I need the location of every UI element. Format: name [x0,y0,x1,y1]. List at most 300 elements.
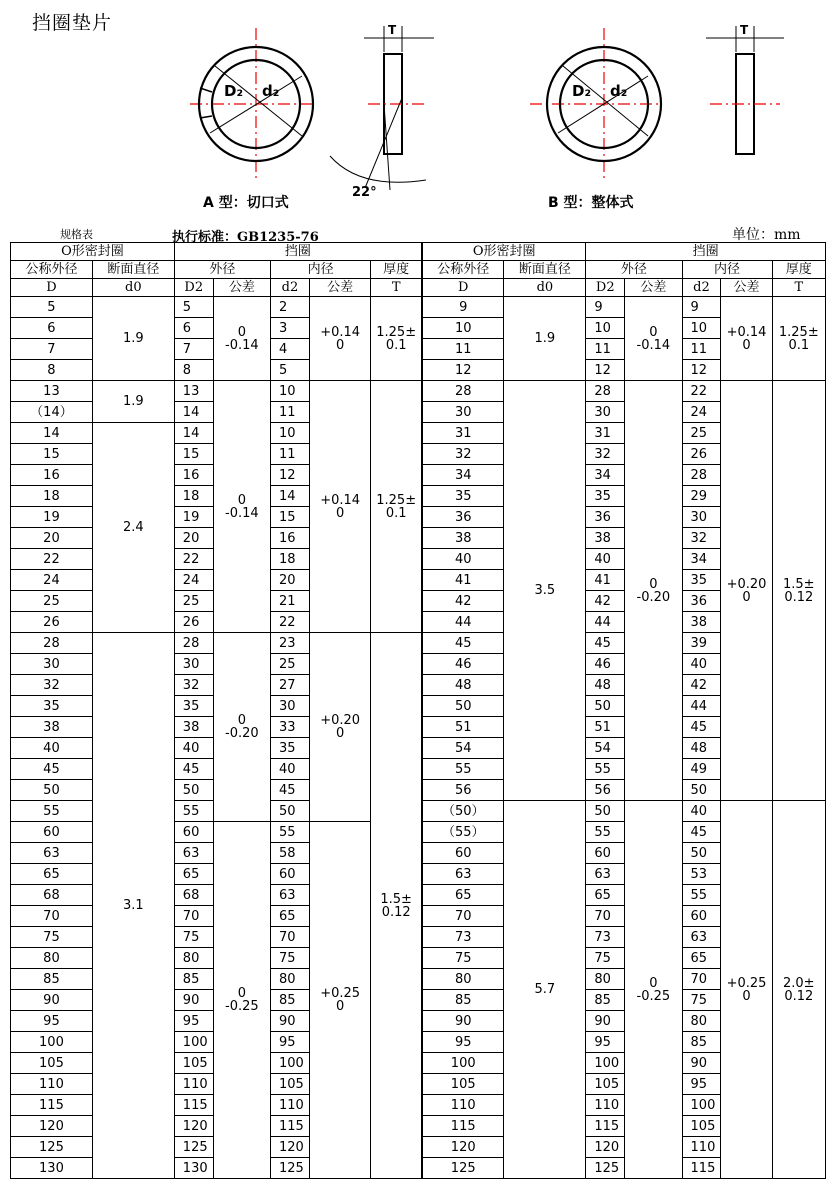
table-cell: 18 [11,486,93,507]
table-row [11,633,826,654]
header-inner-dia: 内径 [271,261,371,279]
table-cell: 11 [586,339,625,360]
table-cell: 115 [586,1116,625,1137]
table-cell: 50 [11,780,93,801]
table-cell: 6 [174,318,213,339]
table-cell: 45 [11,759,93,780]
table-cell: 100 [174,1032,213,1053]
label-D2: D₂ [224,82,244,100]
table-cell: 44 [682,696,721,717]
table-cell: 85 [422,990,504,1011]
table-cell: 80 [11,948,93,969]
table-cell: 70 [422,906,504,927]
table-cell: 68 [11,885,93,906]
table-cell: 50 [422,696,504,717]
table-cell: 90 [422,1011,504,1032]
merged-cell: 0 -0.14 [625,297,682,381]
label-D2-b: D₂ [572,82,592,100]
table-cell: 58 [271,843,310,864]
table-cell: 7 [11,339,93,360]
table-cell: 90 [586,1011,625,1032]
table-cell: 31 [586,423,625,444]
table-cell: 9 [422,297,504,318]
sym-d0: d0 [92,279,174,297]
table-cell: （55） [422,822,504,843]
table-cell: 25 [682,423,721,444]
header-thickness-2: 厚度 [772,261,825,279]
table-cell: 41 [422,570,504,591]
table-cell: 38 [422,528,504,549]
table-cell: 105 [11,1053,93,1074]
table-cell: 5 [11,297,93,318]
header-oring: O形密封圈 [11,243,175,261]
merged-cell: 1.9 [504,297,586,381]
table-cell: 73 [586,927,625,948]
table-cell: 125 [11,1137,93,1158]
table-cell: 73 [422,927,504,948]
table-cell: 26 [11,612,93,633]
table-cell: 26 [682,444,721,465]
table-cell: 110 [271,1095,310,1116]
table-cell: 80 [271,969,310,990]
table-cell: 95 [174,1011,213,1032]
table-cell: 95 [271,1032,310,1053]
table-cell: 70 [586,906,625,927]
table-cell: 56 [422,780,504,801]
table-cell: 110 [682,1137,721,1158]
table-cell: 24 [682,402,721,423]
table-cell: 44 [422,612,504,633]
table-cell: 100 [682,1095,721,1116]
merged-cell: +0.20 0 [721,381,772,801]
table-cell: 40 [11,738,93,759]
table-cell: （50） [422,801,504,822]
caption-type-a: A 型：切口式 [203,195,289,211]
table-cell: 115 [271,1116,310,1137]
merged-cell: 0 -0.14 [213,381,270,633]
table-cell: 14 [11,423,93,444]
table-cell: 11 [271,444,310,465]
table-cell: 105 [174,1053,213,1074]
merged-cell: +0.14 0 [309,297,370,381]
table-cell: 53 [682,864,721,885]
table-cell: 75 [682,990,721,1011]
table-cell: 65 [11,864,93,885]
table-cell: 80 [586,969,625,990]
table-cell: 28 [586,381,625,402]
table-cell: 30 [422,402,504,423]
table-cell: 115 [422,1116,504,1137]
table-cell: 85 [682,1032,721,1053]
sym-tol-od-2: 公差 [625,279,682,297]
table-cell: 65 [682,948,721,969]
merged-cell: +0.25 0 [721,801,772,1179]
table-cell: 20 [174,528,213,549]
table-cell: 55 [271,822,310,843]
header-section-dia: 断面直径 [92,261,174,279]
table-cell: 60 [586,843,625,864]
table-cell: 20 [11,528,93,549]
merged-cell: +0.14 0 [309,381,370,633]
table-cell: 85 [11,969,93,990]
table-cell: 24 [11,570,93,591]
table-cell: 5 [174,297,213,318]
table-cell: 25 [11,591,93,612]
header-nominal-od-2: 公称外径 [422,261,504,279]
table-cell: 55 [422,759,504,780]
table-cell: 39 [682,633,721,654]
table-cell: 23 [271,633,310,654]
table-cell: 110 [586,1095,625,1116]
table-cell: 70 [174,906,213,927]
unit-label: 单位：mm [732,227,801,243]
table-row [11,297,826,318]
merged-cell: 1.5± 0.12 [772,381,825,801]
table-cell: 21 [271,591,310,612]
table-cell: 125 [271,1158,310,1179]
table-cell: 15 [11,444,93,465]
merged-cell: 0 -0.20 [625,381,682,801]
sym-tol-id-2: 公差 [721,279,772,297]
table-cell: 50 [271,801,310,822]
table-cell: 11 [271,402,310,423]
sym-tol-id: 公差 [309,279,370,297]
table-cell: 54 [422,738,504,759]
table-cell: （14） [11,402,93,423]
table-cell: 5 [271,360,310,381]
table-cell: 22 [682,381,721,402]
table-cell: 40 [422,549,504,570]
table-cell: 35 [11,696,93,717]
sym-tol-od: 公差 [213,279,270,297]
header-row-2 [11,261,826,279]
table-cell: 60 [682,906,721,927]
table-cell: 30 [174,654,213,675]
table-cell: 38 [586,528,625,549]
table-cell: 4 [271,339,310,360]
table-cell: 120 [271,1137,310,1158]
table-cell: 32 [682,528,721,549]
table-cell: 32 [586,444,625,465]
spec-table [10,242,826,1179]
merged-cell: 2.0± 0.12 [772,801,825,1179]
table-cell: 30 [586,402,625,423]
table-cell: 30 [11,654,93,675]
table-cell: 8 [174,360,213,381]
spec-table-caption: 规格表 [60,228,93,241]
header-outer-dia-2: 外径 [586,261,682,279]
header-ring-2: 挡圈 [586,243,826,261]
table-cell: 24 [174,570,213,591]
table-cell: 36 [682,591,721,612]
table-cell: 110 [11,1074,93,1095]
table-cell: 40 [174,738,213,759]
table-cell: 27 [271,675,310,696]
merged-cell: 0 -0.14 [213,297,270,381]
table-cell: 100 [586,1053,625,1074]
type-b-drawing [530,18,810,188]
merged-cell: +0.25 0 [309,822,370,1179]
caption-type-b: B 型：整体式 [548,195,634,211]
table-cell: 3 [271,318,310,339]
table-cell: 16 [11,465,93,486]
table-cell: 45 [271,780,310,801]
table-cell: 80 [422,969,504,990]
table-cell: 105 [271,1074,310,1095]
table-row [11,381,826,402]
table-cell: 28 [11,633,93,654]
table-cell: 12 [682,360,721,381]
table-cell: 65 [271,906,310,927]
table-cell: 85 [271,990,310,1011]
table-cell: 63 [682,927,721,948]
table-cell: 12 [422,360,504,381]
header-row-1 [11,243,826,261]
table-cell: 100 [422,1053,504,1074]
table-cell: 40 [682,801,721,822]
table-cell: 105 [586,1074,625,1095]
merged-cell: 1.5± 0.12 [371,633,422,1179]
merged-cell: 3.5 [504,381,586,801]
merged-cell: 1.25± 0.1 [371,297,422,381]
table-cell: 48 [586,675,625,696]
sym-d2: d2 [271,279,310,297]
table-cell: 35 [682,570,721,591]
label-d2-b: d₂ [610,82,628,100]
table-cell: 55 [682,885,721,906]
table-cell: 63 [271,885,310,906]
table-cell: 130 [174,1158,213,1179]
table-cell: 6 [11,318,93,339]
label-T-b: T [740,23,749,37]
table-cell: 95 [422,1032,504,1053]
table-cell: 55 [11,801,93,822]
sym-D2-2: D2 [586,279,625,297]
table-cell: 75 [586,948,625,969]
table-cell: 85 [174,969,213,990]
table-cell: 125 [174,1137,213,1158]
table-cell: 80 [682,1011,721,1032]
sym-D: D [11,279,93,297]
table-cell: 36 [422,507,504,528]
merged-cell: 0 -0.25 [625,801,682,1179]
table-cell: 15 [174,444,213,465]
merged-cell: 3.1 [92,633,174,1179]
merged-cell: 1.25± 0.1 [772,297,825,381]
table-cell: 65 [422,885,504,906]
table-cell: 7 [174,339,213,360]
table-cell: 125 [422,1158,504,1179]
table-cell: 45 [682,822,721,843]
table-cell: 10 [422,318,504,339]
table-cell: 20 [271,570,310,591]
table-cell: 68 [174,885,213,906]
table-cell: 14 [174,402,213,423]
table-cell: 49 [682,759,721,780]
merged-cell: 1.9 [92,297,174,381]
table-cell: 60 [422,843,504,864]
table-cell: 35 [174,696,213,717]
table-cell: 115 [11,1095,93,1116]
merged-cell: 0 -0.20 [213,633,270,822]
table-cell: 18 [271,549,310,570]
table-cell: 95 [682,1074,721,1095]
standard-label: 执行标准：GB1235-76 [172,230,319,245]
table-cell: 25 [271,654,310,675]
table-cell: 50 [586,801,625,822]
table-cell: 50 [682,843,721,864]
table-cell: 14 [174,423,213,444]
merged-cell: 0 -0.25 [213,822,270,1179]
table-cell: 50 [682,780,721,801]
table-cell: 10 [271,423,310,444]
table-cell: 32 [422,444,504,465]
table-cell: 105 [422,1074,504,1095]
table-cell: 70 [682,969,721,990]
sym-T: T [371,279,422,297]
table-cell: 42 [682,675,721,696]
table-cell: 9 [586,297,625,318]
table-cell: 34 [586,465,625,486]
table-cell: 32 [11,675,93,696]
table-cell: 70 [271,927,310,948]
table-cell: 19 [174,507,213,528]
table-cell: 10 [271,381,310,402]
table-cell: 105 [682,1116,721,1137]
table-cell: 31 [422,423,504,444]
table-cell: 60 [11,822,93,843]
table-cell: 35 [586,486,625,507]
table-cell: 34 [682,549,721,570]
table-cell: 48 [682,738,721,759]
table-cell: 55 [586,759,625,780]
table-cell: 45 [586,633,625,654]
table-cell: 125 [586,1158,625,1179]
table-cell: 38 [174,717,213,738]
table-cell: 85 [586,990,625,1011]
sym-T-2: T [772,279,825,297]
table-cell: 10 [682,318,721,339]
table-cell: 120 [422,1137,504,1158]
merged-cell: 5.7 [504,801,586,1179]
table-cell: 16 [174,465,213,486]
table-cell: 19 [11,507,93,528]
sym-D-2: D [422,279,504,297]
table-cell: 30 [682,507,721,528]
table-cell: 120 [174,1116,213,1137]
table-cell: 13 [11,381,93,402]
table-cell: 22 [271,612,310,633]
table-cell: 11 [682,339,721,360]
table-cell: 110 [422,1095,504,1116]
table-cell: 60 [174,822,213,843]
merged-cell: 1.25± 0.1 [371,381,422,633]
table-cell: 46 [586,654,625,675]
table-cell: 22 [174,549,213,570]
table-cell: 42 [422,591,504,612]
table-cell: 16 [271,528,310,549]
table-cell: 90 [682,1053,721,1074]
table-cell: 26 [174,612,213,633]
table-cell: 65 [586,885,625,906]
header-row-3 [11,279,826,297]
table-cell: 90 [174,990,213,1011]
table-cell: 80 [174,948,213,969]
header-oring-2: O形密封圈 [422,243,586,261]
merged-cell: +0.14 0 [721,297,772,381]
sym-D2: D2 [174,279,213,297]
table-cell: 2 [271,297,310,318]
table-cell: 55 [586,822,625,843]
table-cell: 13 [174,381,213,402]
table-cell: 63 [422,864,504,885]
table-cell: 10 [586,318,625,339]
table-cell: 28 [422,381,504,402]
table-cell: 50 [174,780,213,801]
table-cell: 22 [11,549,93,570]
table-cell: 45 [174,759,213,780]
header-inner-dia-2: 内径 [682,261,772,279]
table-cell: 44 [586,612,625,633]
table-cell: 75 [422,948,504,969]
header-section-dia-2: 断面直径 [504,261,586,279]
table-cell: 40 [682,654,721,675]
table-cell: 100 [11,1032,93,1053]
table-cell: 48 [422,675,504,696]
table-cell: 40 [271,759,310,780]
sym-d0-2: d0 [504,279,586,297]
table-cell: 30 [271,696,310,717]
table-cell: 32 [174,675,213,696]
table-cell: 56 [586,780,625,801]
header-outer-dia: 外径 [174,261,270,279]
table-cell: 90 [271,1011,310,1032]
table-cell: 45 [682,717,721,738]
table-cell: 18 [174,486,213,507]
table-cell: 8 [11,360,93,381]
table-cell: 70 [11,906,93,927]
table-cell: 65 [174,864,213,885]
table-cell: 9 [682,297,721,318]
header-nominal-od: 公称外径 [11,261,93,279]
table-cell: 29 [682,486,721,507]
table-cell: 95 [586,1032,625,1053]
table-cell: 54 [586,738,625,759]
table-cell: 51 [586,717,625,738]
table-cell: 75 [271,948,310,969]
table-cell: 28 [174,633,213,654]
table-cell: 110 [174,1074,213,1095]
sym-d2-2: d2 [682,279,721,297]
table-cell: 35 [271,738,310,759]
table-cell: 36 [586,507,625,528]
table-cell: 100 [271,1053,310,1074]
page-title: 挡圈垫片 [32,12,113,34]
table-cell: 12 [271,465,310,486]
table-cell: 15 [271,507,310,528]
table-cell: 75 [174,927,213,948]
table-cell: 42 [586,591,625,612]
header-thickness: 厚度 [371,261,422,279]
table-cell: 35 [422,486,504,507]
table-cell: 11 [422,339,504,360]
table-cell: 63 [11,843,93,864]
table-cell: 63 [174,843,213,864]
label-d2: d₂ [262,82,280,100]
label-T-a: T [388,23,397,37]
merged-cell: 2.4 [92,423,174,633]
table-cell: 115 [174,1095,213,1116]
